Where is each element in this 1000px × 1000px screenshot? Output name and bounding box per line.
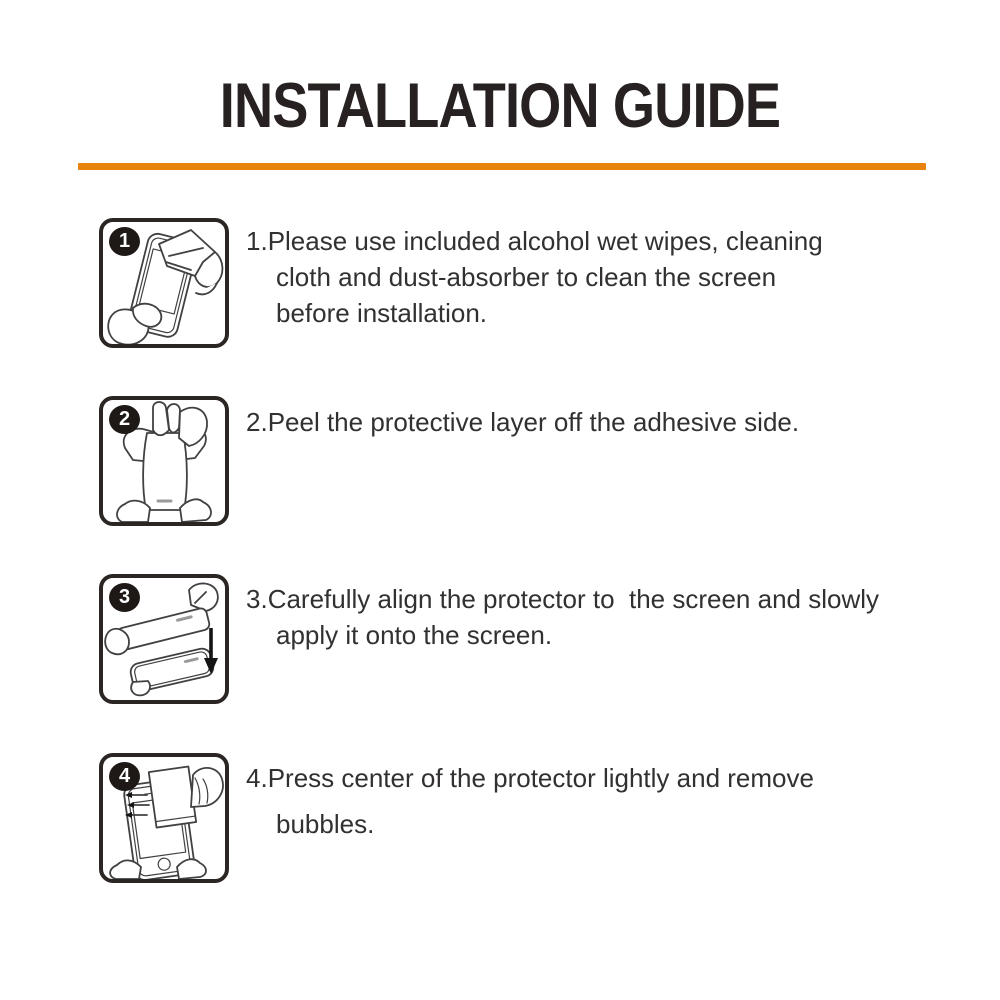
- step-text-line: 1.Please use included alcohol wet wipes, cleaning: [246, 226, 823, 256]
- step-4-illustration-box: [99, 753, 229, 883]
- squeegee-card: [149, 767, 196, 828]
- thumb-bottom-left: [117, 501, 150, 522]
- step-3-illustration-box: [99, 574, 229, 704]
- step-4-number-badge: 4: [109, 762, 140, 791]
- finger-bottom: [131, 681, 150, 695]
- step-1-number: 1.: [246, 226, 268, 256]
- step-3-text: [246, 581, 956, 653]
- step-2-text: [246, 404, 956, 440]
- hand-top-right: [189, 583, 218, 611]
- step-1-number-badge: 1: [109, 227, 140, 256]
- protective-film: [143, 433, 187, 510]
- step-2-number-badge: 2: [109, 405, 140, 434]
- step-4-text: [246, 760, 956, 842]
- step-3-number: 3.: [246, 584, 268, 614]
- accent-divider: [78, 163, 926, 170]
- thumb-bottom-left: [110, 860, 141, 879]
- page-title: INSTALLATION GUIDE: [219, 71, 781, 141]
- pinch-finger: [153, 402, 169, 435]
- step-text-line: 4.Press center of the protector lightly and remove: [246, 763, 814, 793]
- step-4-number: 4.: [246, 763, 268, 793]
- pinch-finger: [167, 404, 180, 433]
- step-text-line: cloth and dust-absorber to clean the screen: [276, 262, 777, 292]
- screen-protector: [116, 607, 211, 651]
- thumb-bottom-right: [180, 499, 211, 522]
- step-text-line: before installation.: [276, 298, 488, 328]
- hand-left: [105, 629, 129, 654]
- step-3-number-badge: 3: [109, 583, 140, 612]
- step-2-number: 2.: [246, 407, 268, 437]
- thumb-bottom-right: [177, 859, 206, 879]
- step-2-illustration-box: [99, 396, 229, 526]
- step-text-line: bubbles.: [276, 809, 375, 839]
- step-text-line: 2.Peel the protective layer off the adhesive side.: [246, 407, 800, 437]
- step-text-line: 3.Carefully align the protector to the screen and slowly: [246, 584, 880, 614]
- step-1-text: [246, 223, 956, 331]
- step-1-illustration-box: [99, 218, 229, 348]
- step-text-line: apply it onto the screen.: [276, 620, 553, 650]
